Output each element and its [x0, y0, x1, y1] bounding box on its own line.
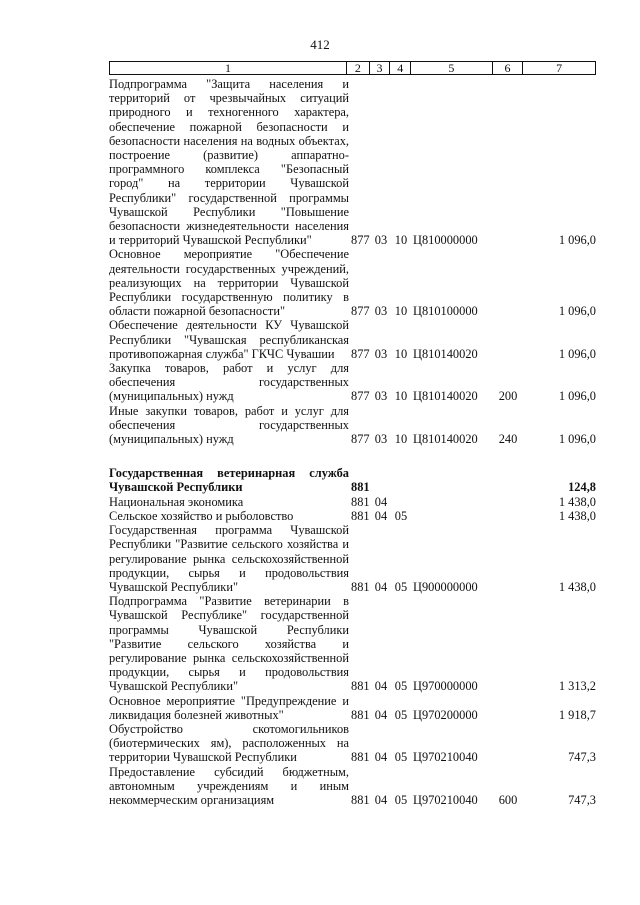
row-name: Обеспечение деятельности КУ Чувашской Республики "Чувашская республиканская противопожарная служба" ГКЧС Чувашии — [109, 318, 349, 361]
row-rz: 04 — [374, 679, 388, 694]
row-amount: 747,3 — [568, 750, 596, 765]
row-rz: 04 — [374, 707, 388, 722]
row-amount: 1 096,0 — [558, 233, 596, 248]
row-gr: 881 — [351, 494, 370, 509]
row-rz: 04 — [374, 792, 388, 807]
row-gr: 881 — [351, 792, 370, 807]
row-gr: 877 — [351, 233, 370, 248]
row-csr: Ц810140020 — [413, 432, 478, 447]
table-row — [109, 765, 596, 808]
row-amount: 747,3 — [568, 792, 596, 807]
table-row — [109, 509, 596, 523]
row-gr: 881 — [351, 707, 370, 722]
table-row — [109, 466, 596, 494]
row-rz: 03 — [374, 432, 388, 447]
row-csr: Ц810140020 — [413, 346, 478, 361]
row-name: Государственная программа Чувашской Республики "Развитие сельского хозяйства и регулирование рынка сельскохозяйственной продукции, сырья и продовольствия Чувашской Республики" — [109, 523, 349, 594]
row-name: Закупка товаров, работ и услуг для обеспечения государственных (муниципальных) нужд — [109, 361, 349, 404]
row-rz: 04 — [374, 508, 388, 523]
row-gr: 877 — [351, 389, 370, 404]
row-name: Обустройство скотомогильников (биотермических ям), расположенных на территории Чувашской Республики — [109, 721, 349, 765]
row-amount: 1 438,0 — [558, 494, 596, 509]
row-gr: 877 — [351, 304, 370, 319]
row-csr: Ц810100000 — [413, 304, 478, 319]
row-rz: 03 — [374, 346, 388, 361]
row-amount: 1 096,0 — [558, 346, 596, 361]
row-amount: 1 096,0 — [558, 432, 596, 447]
row-csr: Ц810140020 — [413, 389, 478, 404]
row-name: Сельское хозяйство и рыболовство — [109, 508, 294, 523]
row-pr: 05 — [394, 750, 408, 765]
row-rz: 04 — [374, 750, 388, 765]
table-row — [109, 361, 596, 404]
row-amount: 1 438,0 — [558, 579, 596, 594]
table-row — [109, 318, 596, 361]
row-name: Основное мероприятие "Обеспечение деятельности государственных учреждений, реализующих на территории Чувашской Республики государственную политику в области пожарной безопасности" — [109, 247, 349, 319]
table-header — [109, 61, 596, 75]
row-csr: Ц810000000 — [413, 233, 478, 248]
row-rz: 03 — [374, 304, 388, 319]
header-col-3: 3 — [369, 62, 390, 74]
row-rz: 03 — [374, 389, 388, 404]
header-col-7: 7 — [522, 62, 595, 74]
page-number: 412 — [310, 37, 330, 52]
row-name: Предоставление субсидий бюджетным, автономным учреждениям и иным некоммерческим организациям — [109, 764, 349, 807]
row-pr: 10 — [394, 432, 408, 447]
row-pr: 10 — [394, 389, 408, 404]
row-name: Подпрограмма "Защита населения и территорий от чрезвычайных ситуаций природного и техногенного характера, обеспечение пожарной безопасности и безопасности населения на водных объектах, построение (развитие) аппаратно-программного комплекса "Безопасный город" на территории Чувашской Республики" государственной программы Чувашской Республики "Повышение безопасности жизнедеятельности населения и территорий Чувашской Республики" — [109, 77, 349, 248]
row-amount: 1 096,0 — [558, 389, 596, 404]
header-col-4: 4 — [389, 62, 410, 74]
header-col-1: 1 — [225, 61, 232, 75]
row-vr: 240 — [498, 432, 518, 447]
row-pr: 05 — [394, 792, 408, 807]
table-row — [109, 694, 596, 722]
row-pr: 10 — [394, 346, 408, 361]
row-amount: 1 096,0 — [558, 304, 596, 319]
row-pr: 05 — [394, 508, 408, 523]
row-name: Иные закупки товаров, работ и услуг для обеспечения государственных (муниципальных) нужд — [109, 403, 349, 447]
table-row — [109, 722, 596, 765]
row-gr: 881 — [351, 480, 370, 495]
row-rz: 04 — [374, 579, 388, 594]
row-csr: Ц900000000 — [413, 579, 478, 594]
row-name: Государственная ветеринарная служба Чувашской Республики — [109, 466, 349, 495]
row-amount: 124,8 — [568, 480, 596, 495]
row-spacer — [109, 446, 596, 466]
row-csr: Ц970000000 — [413, 679, 478, 694]
row-gr: 881 — [351, 750, 370, 765]
table-row — [109, 404, 596, 447]
row-vr: 200 — [498, 389, 518, 404]
table-row — [109, 247, 596, 318]
table-row — [109, 77, 596, 247]
table-body — [109, 77, 596, 807]
row-pr: 05 — [394, 707, 408, 722]
row-rz: 04 — [374, 494, 388, 509]
row-gr: 881 — [351, 579, 370, 594]
row-vr: 600 — [498, 792, 518, 807]
header-col-6: 6 — [492, 62, 523, 74]
table-row — [109, 495, 596, 509]
header-col-5: 5 — [410, 62, 492, 74]
row-csr: Ц970200000 — [413, 707, 478, 722]
row-gr: 877 — [351, 432, 370, 447]
row-csr: Ц970210040 — [413, 750, 478, 765]
row-pr: 05 — [394, 679, 408, 694]
row-rz: 03 — [374, 233, 388, 248]
row-name: Национальная экономика — [109, 494, 244, 509]
header-col-2: 2 — [346, 62, 369, 74]
row-pr: 05 — [394, 579, 408, 594]
row-gr: 881 — [351, 679, 370, 694]
row-csr: Ц970210040 — [413, 792, 478, 807]
row-name: Основное мероприятие "Предупреждение и ликвидация болезней животных" — [109, 693, 349, 722]
row-pr: 10 — [394, 233, 408, 248]
row-pr: 10 — [394, 304, 408, 319]
row-gr: 881 — [351, 508, 370, 523]
row-amount: 1 313,2 — [558, 679, 596, 694]
row-amount: 1 918,7 — [558, 707, 596, 722]
row-amount: 1 438,0 — [558, 508, 596, 523]
table-row — [109, 523, 596, 594]
table-row — [109, 594, 596, 693]
row-gr: 877 — [351, 346, 370, 361]
row-name: Подпрограмма "Развитие ветеринарии в Чувашской Республике" государственной программы Чувашской Республики "Развитие сельского хозяйства и регулирование рынка сельскохозяйственной продукции, сырья и продовольствия Чувашской Республики" — [109, 594, 349, 694]
